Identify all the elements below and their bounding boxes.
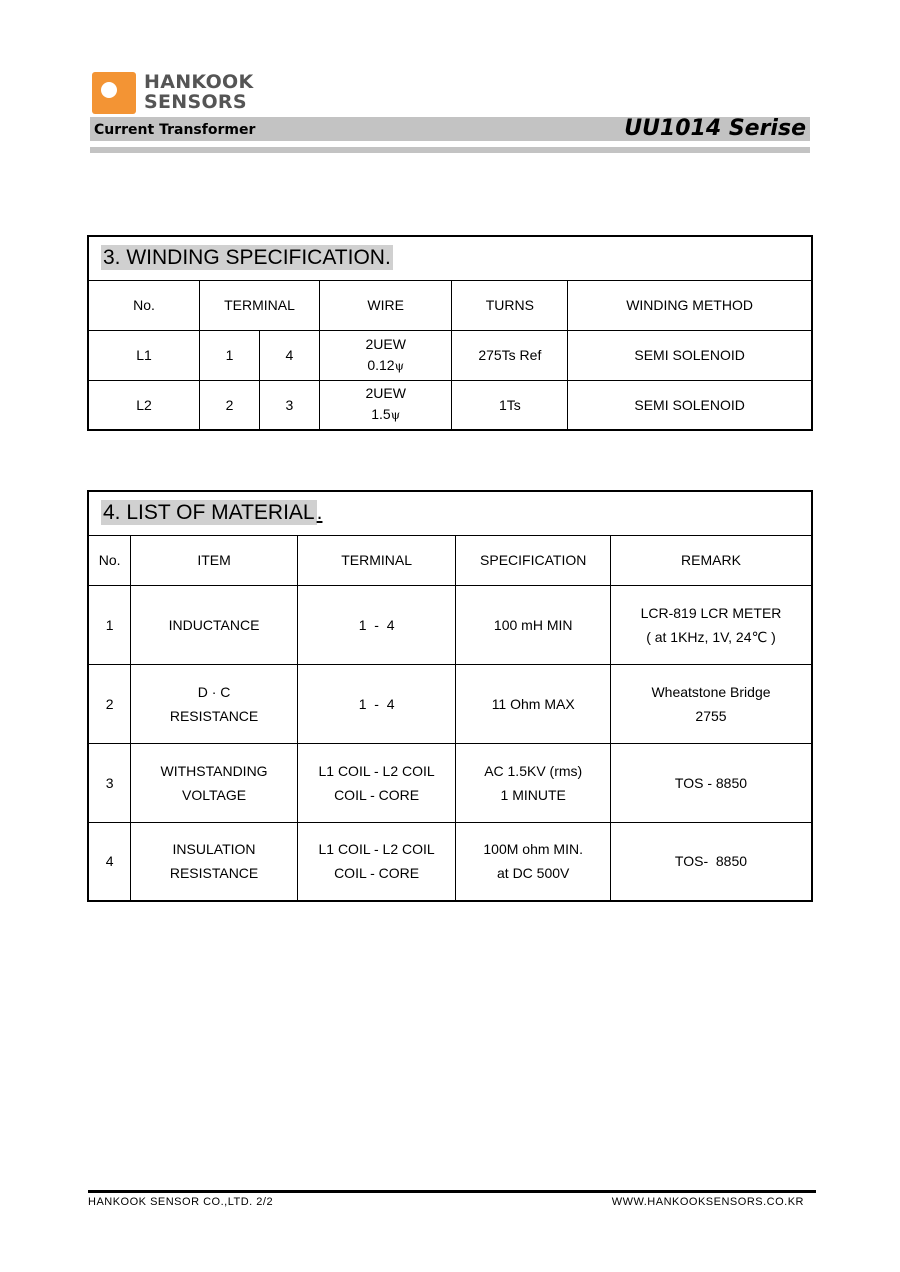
terminal-cell: 1 - 4	[297, 664, 456, 743]
header-rule	[90, 147, 810, 153]
table-row	[88, 664, 812, 743]
company-logo	[92, 72, 252, 116]
spec-cell: 100 mH MIN	[456, 585, 611, 664]
logo-mark-icon	[92, 72, 136, 114]
table-row	[88, 585, 812, 664]
col-header-specification: SPECIFICATION	[456, 535, 611, 585]
logo-text	[144, 72, 254, 112]
terminal-end: 3	[260, 380, 320, 430]
col-header-no: No.	[88, 535, 131, 585]
terminal-cell: 1 - 4	[297, 585, 456, 664]
item-cell: INDUCTANCE	[131, 585, 297, 664]
col-header-winding-method: WINDING METHOD	[568, 280, 812, 330]
table-header-row	[88, 280, 812, 330]
wire-cell: 2UEW 1.5ψ	[319, 380, 452, 430]
remark-cell: LCR-819 LCR METER ( at 1KHz, 1V, 24℃ )	[610, 585, 812, 664]
spec-cell: AC 1.5KV (rms) 1 MINUTE	[456, 743, 611, 822]
material-list-table	[87, 490, 813, 902]
table-row	[88, 380, 812, 430]
terminal-cell: L1 COIL - L2 COIL COIL - CORE	[297, 743, 456, 822]
diameter-symbol: ψ	[394, 358, 405, 373]
terminal-end: 4	[260, 330, 320, 380]
method-cell: SEMI SOLENOID	[568, 330, 812, 380]
terminal-start: 1	[200, 330, 260, 380]
footer-rule	[88, 1190, 816, 1193]
winding-spec-table	[87, 235, 813, 431]
table-row	[88, 330, 812, 380]
terminal-start: 2	[200, 380, 260, 430]
row-no: L2	[88, 380, 200, 430]
remark-cell: TOS- 8850	[610, 822, 812, 901]
col-header-no: No.	[88, 280, 200, 330]
table-row	[88, 743, 812, 822]
header-bar	[90, 117, 810, 141]
col-header-wire: WIRE	[319, 280, 452, 330]
terminal-cell: L1 COIL - L2 COIL COIL - CORE	[297, 822, 456, 901]
doc-type: Current Transformer	[94, 122, 256, 138]
col-header-terminal: TERMINAL	[297, 535, 456, 585]
wire-cell: 2UEW 0.12ψ	[319, 330, 452, 380]
table-row	[88, 822, 812, 901]
method-cell: SEMI SOLENOID	[568, 380, 812, 430]
item-cell: INSULATION RESISTANCE	[131, 822, 297, 901]
spec-cell: 100M ohm MIN. at DC 500V	[456, 822, 611, 901]
series-title: UU1014 Serise	[624, 116, 806, 141]
col-header-turns: TURNS	[452, 280, 568, 330]
footer-website: WWW.HANKOOKSENSORS.CO.KR	[611, 1196, 804, 1208]
row-no: 4	[88, 822, 131, 901]
section-title-material: 4. LIST OF MATERIAL.	[88, 491, 812, 535]
diameter-symbol: ψ	[390, 408, 401, 423]
item-cell: D · C RESISTANCE	[131, 664, 297, 743]
row-no: 2	[88, 664, 131, 743]
logo-line-1: HANKOOK	[144, 71, 254, 93]
turns-cell: 275Ts Ref	[452, 330, 568, 380]
section-title-winding: 3. WINDING SPECIFICATION.	[88, 236, 812, 280]
col-header-remark: REMARK	[610, 535, 812, 585]
col-header-terminal: TERMINAL	[200, 280, 320, 330]
row-no: 3	[88, 743, 131, 822]
remark-cell: Wheatstone Bridge 2755	[610, 664, 812, 743]
item-cell: WITHSTANDING VOLTAGE	[131, 743, 297, 822]
turns-cell: 1Ts	[452, 380, 568, 430]
row-no: 1	[88, 585, 131, 664]
col-header-item: ITEM	[131, 535, 297, 585]
remark-cell: TOS - 8850	[610, 743, 812, 822]
footer-company: HANKOOK SENSOR CO.,LTD. 2/2	[88, 1196, 274, 1208]
table-header-row	[88, 535, 812, 585]
row-no: L1	[88, 330, 200, 380]
spec-cell: 11 Ohm MAX	[456, 664, 611, 743]
logo-line-2: SENSORS	[144, 91, 247, 113]
